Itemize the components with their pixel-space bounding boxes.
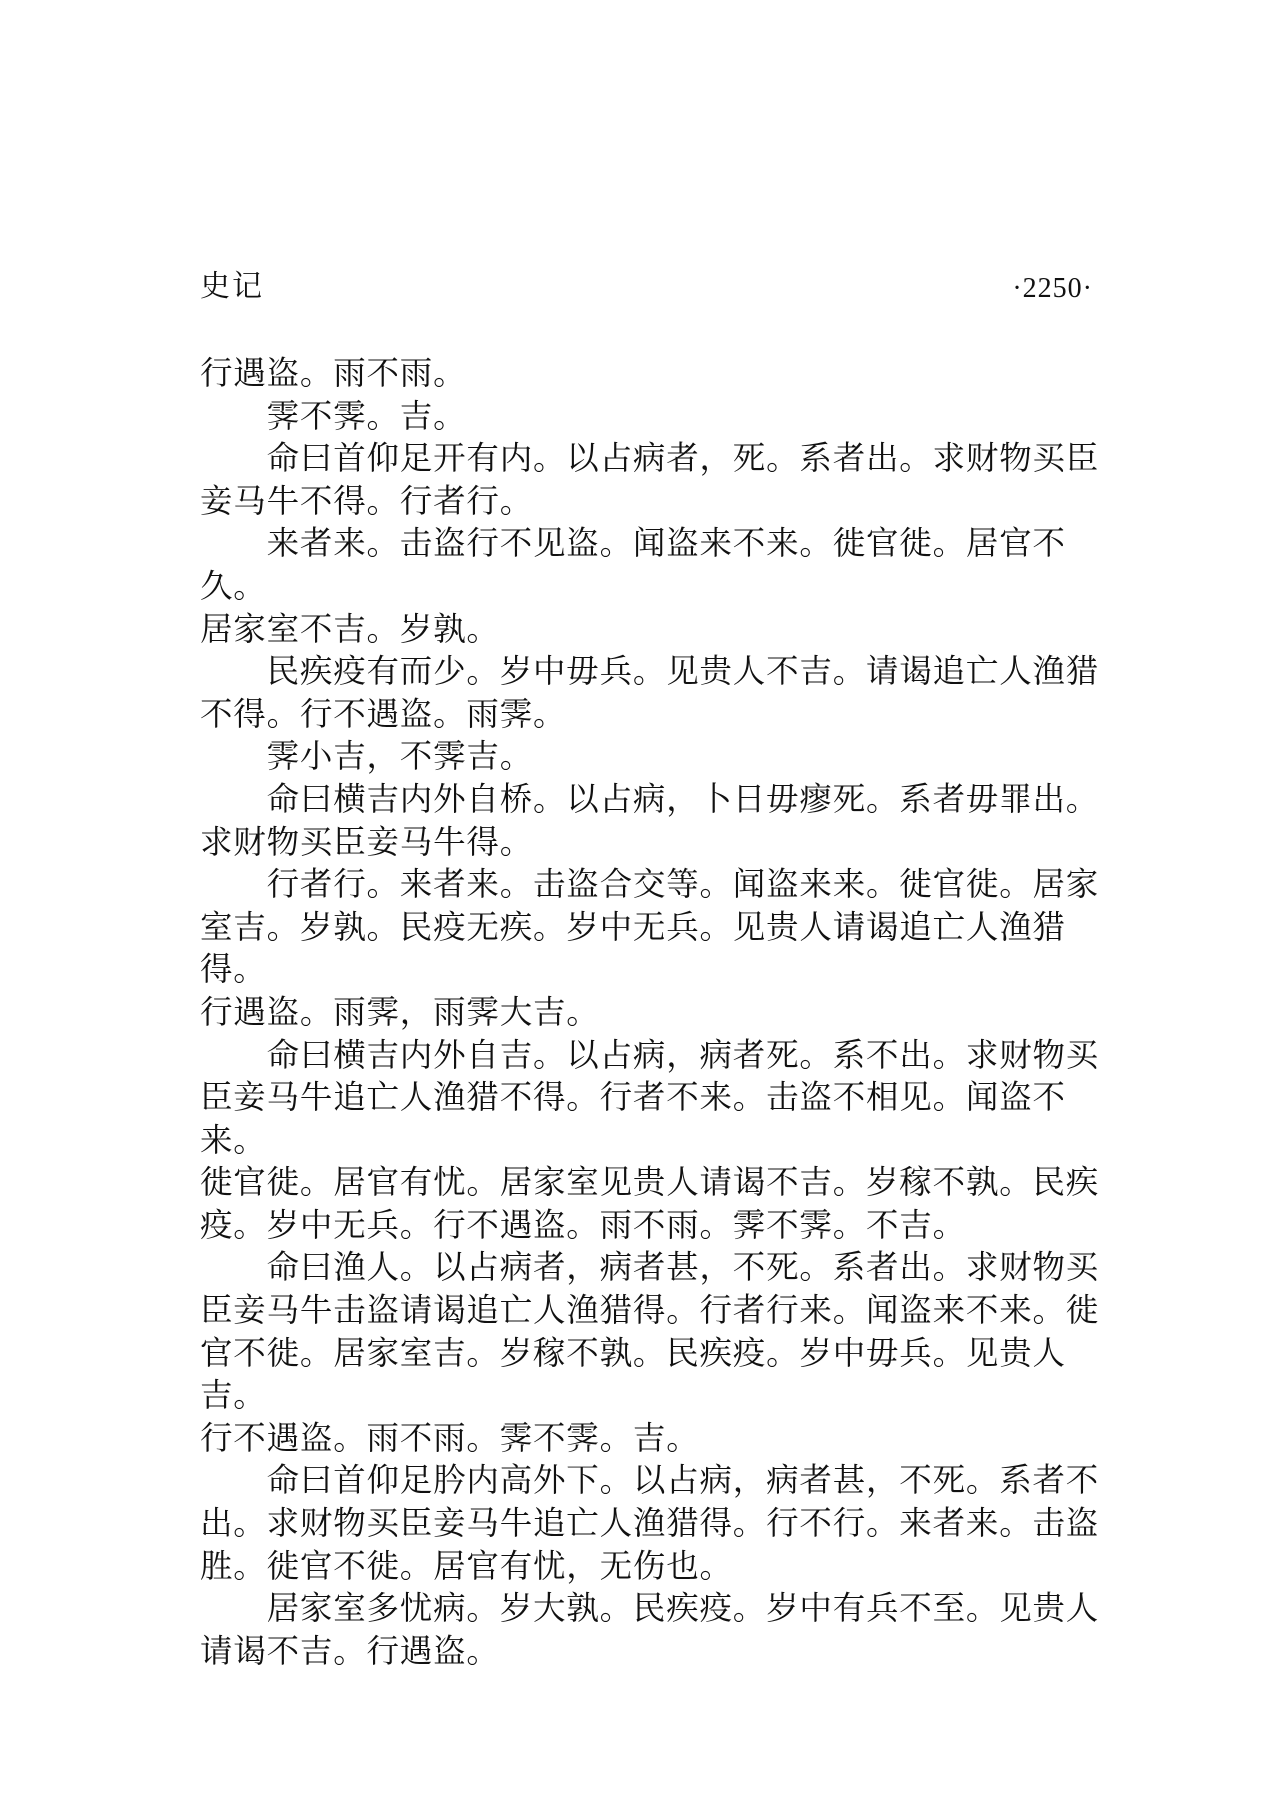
text-line: 命曰横吉内外自桥。以占病，卜日毋瘳死。系者毋罪出。 <box>200 779 1100 818</box>
text-line: 臣妾马牛击盗请谒追亡人渔猎得。行者行来。闻盗来不来。徙 <box>200 1291 1100 1330</box>
text-line: 室吉。岁孰。民疫无疾。岁中无兵。见贵人请谒追亡人渔猎得。 <box>200 907 1066 989</box>
text-line: 官不徙。居家室吉。岁稼不孰。民疾疫。岁中毋兵。见贵人吉。 <box>200 1333 1066 1415</box>
text-line: 行不遇盗。雨不雨。霁不霁。吉。 <box>200 1418 700 1457</box>
text-line: 来者来。击盗行不见盗。闻盗来不来。徙官徙。居官不久。 <box>200 524 1066 605</box>
text-line: 疫。岁中无兵。行不遇盗。雨不雨。霁不霁。不吉。 <box>200 1205 966 1244</box>
text-line: 行遇盗。雨霁，雨霁大吉。 <box>200 992 600 1031</box>
text-line: 居家室不吉。岁孰。 <box>200 609 500 648</box>
text-line: 命曰首仰足开有内。以占病者，死。系者出。求财物买臣 <box>200 439 1100 478</box>
body-text <box>200 352 1105 1672</box>
text-line: 行遇盗。雨不雨。 <box>200 354 467 392</box>
text-line: 霁不霁。吉。 <box>200 396 467 435</box>
text-line: 臣妾马牛追亡人渔猎不得。行者不来。击盗不相见。闻盗不来。 <box>200 1078 1066 1159</box>
text-line: 出。求财物买臣妾马牛追亡人渔猎得。行不行。来者来。击盗 <box>200 1504 1100 1543</box>
text-line: 徙官徙。居官有忧。居家室见贵人请谒不吉。岁稼不孰。民疾 <box>200 1163 1100 1202</box>
text-line: 不得。行不遇盗。雨霁。 <box>200 694 567 733</box>
text-line: 居家室多忧病。岁大孰。民疾疫。岁中有兵不至。见贵人 <box>200 1589 1100 1628</box>
page-number: ·2250· <box>1012 273 1093 304</box>
running-header <box>200 262 1093 312</box>
text-line: 命曰横吉内外自吉。以占病，病者死。系不出。求财物买 <box>200 1035 1100 1074</box>
text-line: 命曰渔人。以占病者，病者甚，不死。系者出。求财物买 <box>200 1248 1100 1287</box>
text-line: 行者行。来者来。击盗合交等。闻盗来来。徙官徙。居家 <box>200 865 1100 904</box>
text-line: 胜。徙官不徙。居官有忧，无伤也。 <box>200 1546 733 1585</box>
text-line: 妾马牛不得。行者行。 <box>200 481 534 520</box>
text-line: 民疾疫有而少。岁中毋兵。见贵人不吉。请谒追亡人渔猎 <box>200 652 1100 691</box>
text-line: 命曰首仰足肣内高外下。以占病，病者甚，不死。系者不 <box>200 1461 1100 1500</box>
text-line: 求财物买臣妾马牛得。 <box>200 822 534 861</box>
text-line: 请谒不吉。行遇盗。 <box>200 1631 500 1670</box>
text-line: 霁小吉，不霁吉。 <box>200 737 534 776</box>
book-title: 史记 <box>200 269 264 304</box>
